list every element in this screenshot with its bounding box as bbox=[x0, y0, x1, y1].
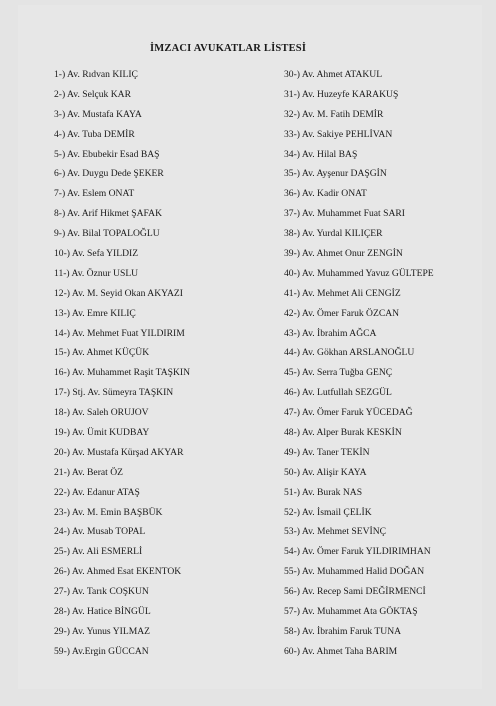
list-item: 23-) Av. M. Emin BAŞBÜK bbox=[54, 506, 163, 518]
list-item: 3-) Av. Mustafa KAYA bbox=[54, 108, 142, 120]
list-item: 22-) Av. Edanur ATAŞ bbox=[54, 486, 140, 498]
list-item: 40-) Av. Muhammed Yavuz GÜLTEPE bbox=[284, 267, 434, 279]
list-item: 49-) Av. Taner TEKİN bbox=[284, 446, 370, 458]
list-item: 13-) Av. Emre KILIÇ bbox=[54, 307, 136, 319]
list-item: 21-) Av. Berat ÖZ bbox=[54, 466, 124, 478]
list-item: 17-) Stj. Av. Sümeyra TAŞKIN bbox=[54, 387, 174, 399]
list-item: 6-) Av. Duygu Dede ŞEKER bbox=[54, 168, 164, 180]
list-item: 60-) Av. Ahmet Taha BARIM bbox=[284, 645, 398, 657]
list-item: 24-) Av. Musab TOPAL bbox=[54, 526, 146, 538]
list-item: 36-) Av. Kadir ONAT bbox=[284, 188, 367, 200]
list-item: 1-) Av. Rıdvan KILIÇ bbox=[54, 69, 138, 80]
list-item: 29-) Av. Yunus YILMAZ bbox=[54, 625, 151, 637]
list-item: 12-) Av. M. Seyid Okan AKYAZI bbox=[54, 287, 183, 299]
list-item: 46-) Av. Lutfullah SEZGÜL bbox=[284, 387, 392, 399]
list-item: 50-) Av. Alişir KAYA bbox=[284, 466, 367, 478]
list-item: 10-) Av. Sefa YILDIZ bbox=[54, 248, 139, 260]
list-item: 2-) Av. Selçuk KAR bbox=[54, 88, 132, 100]
list-item: 55-) Av. Muhammed Halid DOĞAN bbox=[284, 566, 425, 578]
list-item: 41-) Av. Mehmet Ali CENGİZ bbox=[284, 287, 401, 299]
list-item: 16-) Av. Muhammet Raşit TAŞKIN bbox=[54, 367, 191, 379]
list-item: 44-) Av. Gökhan ARSLANOĞLU bbox=[284, 347, 415, 359]
list-item: 48-) Av. Alper Burak KESKİN bbox=[284, 427, 402, 439]
left-column bbox=[54, 65, 282, 662]
list-item: 20-) Av. Mustafa Kürşad AKYAR bbox=[54, 446, 184, 458]
list-item: 51-) Av. Burak NAS bbox=[284, 486, 363, 498]
list-item: 26-) Av. Ahmed Esat EKENTOK bbox=[54, 566, 182, 578]
list-item: 56-) Av. Recep Sami DEĞİRMENCİ bbox=[284, 586, 426, 598]
list-item: 25-) Av. Ali ESMERLİ bbox=[54, 546, 143, 558]
list-item: 35-) Av. Ayşenur DAŞGİN bbox=[284, 168, 387, 180]
list-item: 42-) Av. Ömer Faruk ÖZCAN bbox=[284, 307, 400, 319]
page-title: İMZACI AVUKATLAR LİSTESİ bbox=[150, 43, 307, 54]
list-item: 11-) Av. Öznur USLU bbox=[54, 267, 139, 279]
list-item: 53-) Av. Mehmet SEVİNÇ bbox=[284, 526, 387, 538]
list-item: 59-) Av.Ergin GÜCCAN bbox=[54, 645, 149, 657]
list-item: 15-) Av. Ahmet KÜÇÜK bbox=[54, 347, 150, 359]
list-item: 32-) Av. M. Fatih DEMİR bbox=[284, 108, 384, 120]
list-item: 5-) Av. Ebubekir Esad BAŞ bbox=[54, 148, 160, 160]
document-page bbox=[18, 5, 482, 689]
list-item: 39-) Av. Ahmet Onur ZENGİN bbox=[284, 248, 403, 260]
list-item: 18-) Av. Saleh ORUJOV bbox=[54, 407, 149, 419]
list-item: 9-) Av. Bilal TOPALOĞLU bbox=[54, 228, 160, 240]
list-item: 47-) Av. Ömer Faruk YÜCEDAĞ bbox=[284, 407, 413, 419]
list-item: 28-) Av. Hatice BİNGÜL bbox=[54, 606, 151, 618]
list-item: 37-) Av. Muhammet Fuat SARI bbox=[284, 208, 405, 220]
right-column bbox=[284, 65, 482, 662]
list-item: 8-) Av. Arif Hikmet ŞAFAK bbox=[54, 208, 163, 220]
list-item: 43-) Av. İbrahim AĞCA bbox=[284, 327, 377, 339]
list-item: 54-) Av. Ömer Faruk YILDIRIMHAN bbox=[284, 546, 431, 558]
list-item: 34-) Av. Hilal BAŞ bbox=[284, 148, 358, 160]
list-item: 57-) Av. Muhammet Ata GÖKTAŞ bbox=[284, 606, 418, 618]
list-item: 4-) Av. Tuba DEMİR bbox=[54, 128, 135, 140]
list-item: 45-) Av. Serra Tuğba GENÇ bbox=[284, 367, 393, 379]
list-item: 19-) Av. Ümit KUDBAY bbox=[54, 427, 150, 439]
list-item: 14-) Av. Mehmet Fuat YILDIRIM bbox=[54, 327, 185, 339]
list-item: 52-) Av. İsmail ÇELİK bbox=[284, 506, 372, 518]
list-item: 33-) Av. Sakiye PEHLİVAN bbox=[284, 128, 393, 140]
list-item: 58-) Av. İbrahim Faruk TUNA bbox=[284, 625, 402, 637]
list-item: 7-) Av. Eslem ONAT bbox=[54, 188, 135, 200]
list-item: 30-) Av. Ahmet ATAKUL bbox=[284, 69, 383, 80]
list-item: 27-) Av. Tarık COŞKUN bbox=[54, 586, 149, 598]
list-item: 38-) Av. Yurdal KILIÇER bbox=[284, 228, 383, 240]
list-item: 31-) Av. Huzeyfe KARAKUŞ bbox=[284, 88, 399, 100]
